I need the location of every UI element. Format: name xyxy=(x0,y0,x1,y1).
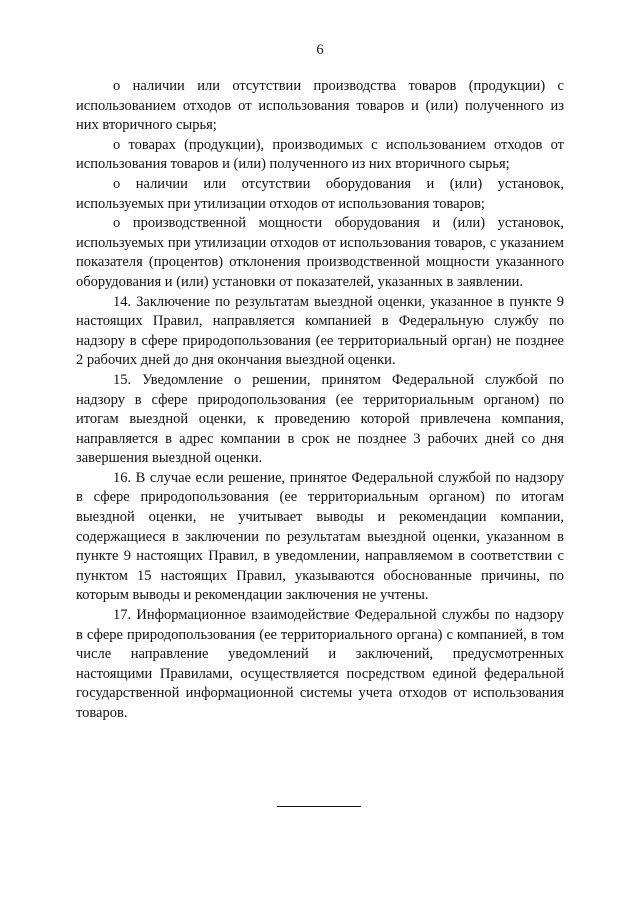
paragraph-item-16: 16. В случае если решение, принятое Федеральной службой по надзору в сфере природопользования (ее территориальным органом) по итогам выездной оценки, не учитывает выводы и рекомендации компании, содержащиеся в заключении по результатам выездной оценки, указанном в пункте 9 настоящих Правил, в уведомлении, направляемом в соответствии с пунктом 15 настоящих Правил, указываются обоснованные причины, по которым выводы и рекомендации заключения не учтены. xyxy=(76,469,564,604)
paragraph-item-14: 14. Заключение по результатам выездной оценки, указанное в пункте 9 настоящих Правил, направляется компанией в Федеральную службу по надзору в сфере природопользования (ее территориальный орган) не позднее 2 рабочих дней до дня окончания выездной оценки. xyxy=(76,293,564,369)
document-body xyxy=(76,77,564,724)
paragraph-goods-produced: о товарах (продукции), производимых с использованием отходов от использования товаров и (или) полученного из них вторичного сырья; xyxy=(76,136,564,173)
paragraph-equipment-presence: о наличии или отсутствии оборудования и (или) установок, используемых при утилизации отходов от использования товаров; xyxy=(76,175,564,212)
paragraph-item-17: 17. Информационное взаимодействие Федеральной службы по надзору в сфере природопользования (ее территориального органа) с компанией, в том числе направление уведомлений и заключений, предусмотренных настоящими Правилами, осуществляется посредством единой федеральной государственной информационной системы учета отходов от использования товаров. xyxy=(76,607,564,721)
paragraph-production-capacity: о производственной мощности оборудования и (или) установок, используемых при утилизации отходов от использования товаров, с указанием показателя (процентов) отклонения производственной мощности указанного оборудования и (или) установки от показателей, указанных в заявлении. xyxy=(76,215,564,290)
paragraph-item-15: 15. Уведомление о решении, принятом Федеральной службой по надзору в сфере природопользования (ее территориальным органом) по итогам выездной оценки, к проведению которой привлечена компания, направляется в адрес компании в срок не позднее 3 рабочих дней со дня завершения выездной оценки. xyxy=(76,371,564,467)
paragraph-presence-of-production: о наличии или отсутствии производства товаров (продукции) с использованием отходов от использования товаров и (или) полученного из них вторичного сырья; xyxy=(76,78,564,134)
page-number: 6 xyxy=(316,42,324,58)
footer-divider-line xyxy=(277,806,361,807)
